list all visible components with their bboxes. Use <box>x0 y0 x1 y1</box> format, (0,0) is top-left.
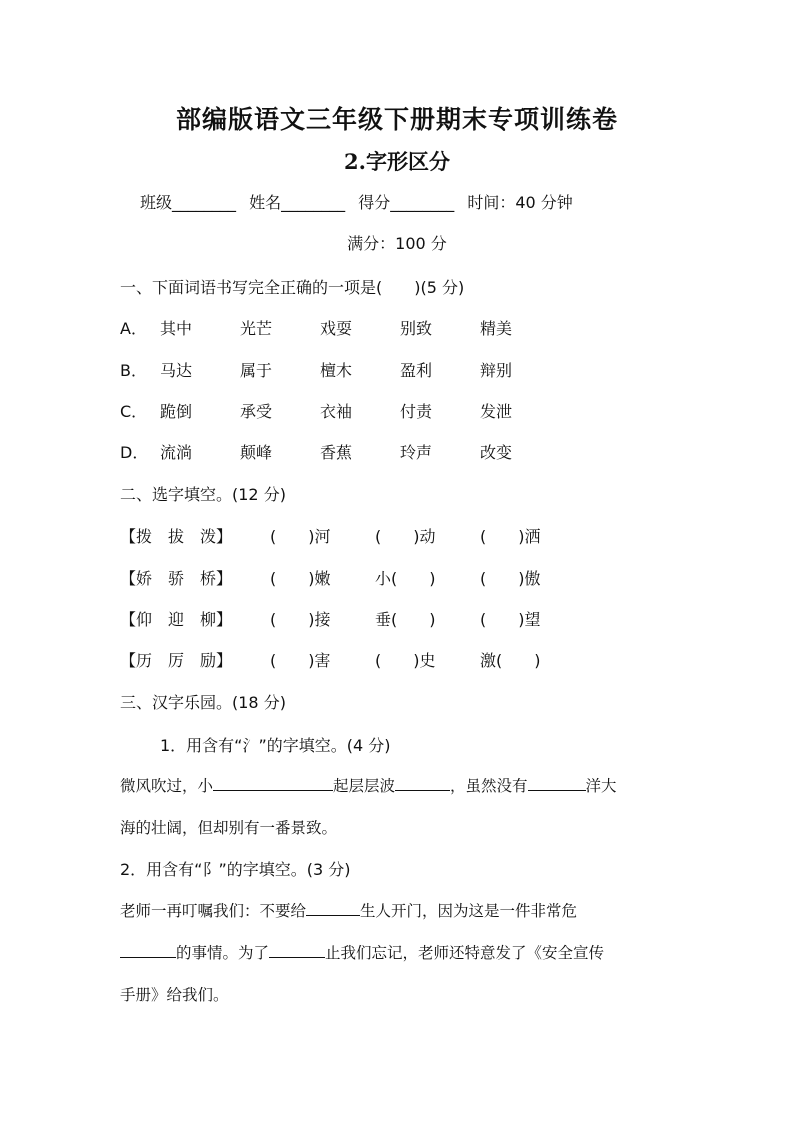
name-field[interactable]: 姓名________ <box>249 193 346 212</box>
fill-row-2 <box>120 566 585 589</box>
option-word: 玲声 <box>400 443 433 462</box>
option-word: 光芒 <box>240 319 273 338</box>
fill-blank[interactable]: ( )嫩 <box>270 569 331 588</box>
option-b[interactable] <box>120 358 560 381</box>
fill-blank[interactable]: 垂( ) <box>375 610 436 629</box>
option-word: 跪倒 <box>160 402 193 421</box>
full-score-label: 满分：100 分 <box>347 234 447 253</box>
option-word: 马达 <box>160 361 193 380</box>
score-field[interactable]: 得分________ <box>358 193 455 212</box>
question-3-title: 三、汉字乐园。(18 分) <box>120 693 286 712</box>
option-word: 颠峰 <box>240 443 273 462</box>
question-2-title: 二、选字填空。(12 分) <box>120 485 286 504</box>
sub-2-line-1 <box>120 899 577 921</box>
char-group: 【拨 拔 泼】 <box>120 527 233 546</box>
option-word: 发泄 <box>480 402 513 421</box>
option-word: 承受 <box>240 402 273 421</box>
option-word: 其中 <box>160 319 193 338</box>
option-word: 盈利 <box>400 361 433 380</box>
sub-1-line-1 <box>120 774 617 796</box>
char-group: 【历 厉 励】 <box>120 651 233 670</box>
fill-blank[interactable]: ( )害 <box>270 651 331 670</box>
text: ，虽然没有 <box>450 777 528 795</box>
answer-blank[interactable] <box>306 899 360 916</box>
page-title: 部编版语文三年级下册期末专项训练卷 <box>175 105 618 134</box>
answer-blank[interactable] <box>528 774 586 791</box>
text: 止我们忘记，老师还特意发了《安全宣传 <box>325 944 605 962</box>
fill-blank[interactable]: ( )傲 <box>480 569 541 588</box>
text: 老师一再叮嘱我们：不要给 <box>120 902 307 920</box>
time-label: 时间：40 分钟 <box>467 193 573 212</box>
page-subtitle: 2.字形区分 <box>344 149 450 174</box>
fill-blank[interactable]: 激( ) <box>480 651 541 670</box>
fill-blank[interactable]: ( )洒 <box>480 527 541 546</box>
option-word: 衣袖 <box>320 402 353 421</box>
option-word: 檀木 <box>320 361 353 380</box>
option-word: 改变 <box>480 443 513 462</box>
option-word: 辩别 <box>480 361 513 380</box>
question-1-title: 一、下面词语书写完全正确的一项是( )(5 分) <box>120 278 465 297</box>
option-label: D． <box>120 443 149 462</box>
fill-blank[interactable]: ( )动 <box>375 527 436 546</box>
char-group: 【仰 迎 柳】 <box>120 610 233 629</box>
fill-blank[interactable]: ( )望 <box>480 610 541 629</box>
fill-row-4 <box>120 648 585 671</box>
text: 起层层波 <box>333 777 396 795</box>
answer-blank[interactable] <box>269 941 325 958</box>
fill-blank[interactable]: ( )河 <box>270 527 331 546</box>
option-word: 香蕉 <box>320 443 353 462</box>
option-word: 戏耍 <box>320 319 353 338</box>
option-word: 付责 <box>400 402 433 421</box>
answer-blank[interactable] <box>213 774 333 791</box>
option-d[interactable] <box>120 440 560 463</box>
answer-blank[interactable] <box>120 941 176 958</box>
text: 微风吹过，小 <box>120 777 214 795</box>
text: 生人开门，因为这是一件非常危 <box>360 902 578 920</box>
option-word: 精美 <box>480 319 513 338</box>
option-a[interactable] <box>120 316 560 339</box>
fill-blank[interactable]: ( )接 <box>270 610 331 629</box>
fill-row-3 <box>120 607 585 630</box>
option-label: C． <box>120 402 148 421</box>
sub-1-line-2: 海的壮阔，但却别有一番景致。 <box>120 819 338 837</box>
text: 的事情。为了 <box>176 944 270 962</box>
option-label: A． <box>120 319 147 338</box>
option-c[interactable] <box>120 399 560 422</box>
option-word: 属于 <box>240 361 273 380</box>
sub-2-line-2 <box>120 941 604 963</box>
sub-question-2-title: 2．用含有“阝”的字填空。(3 分) <box>120 860 351 879</box>
answer-blank[interactable] <box>395 774 450 791</box>
fill-row-1 <box>120 524 585 547</box>
fill-blank[interactable]: ( )史 <box>375 651 436 670</box>
fill-blank[interactable]: 小( ) <box>375 569 436 588</box>
option-label: B． <box>120 361 147 380</box>
sub-2-line-3: 手册》给我们。 <box>120 986 229 1004</box>
option-word: 别致 <box>400 319 433 338</box>
option-word: 流淌 <box>160 443 193 462</box>
text: 洋大 <box>585 777 617 795</box>
class-field[interactable]: 班级________ <box>140 193 237 212</box>
sub-question-1-title: 1．用含有“氵”的字填空。(4 分) <box>160 736 391 755</box>
student-info <box>140 190 581 213</box>
char-group: 【娇 骄 桥】 <box>120 569 233 588</box>
